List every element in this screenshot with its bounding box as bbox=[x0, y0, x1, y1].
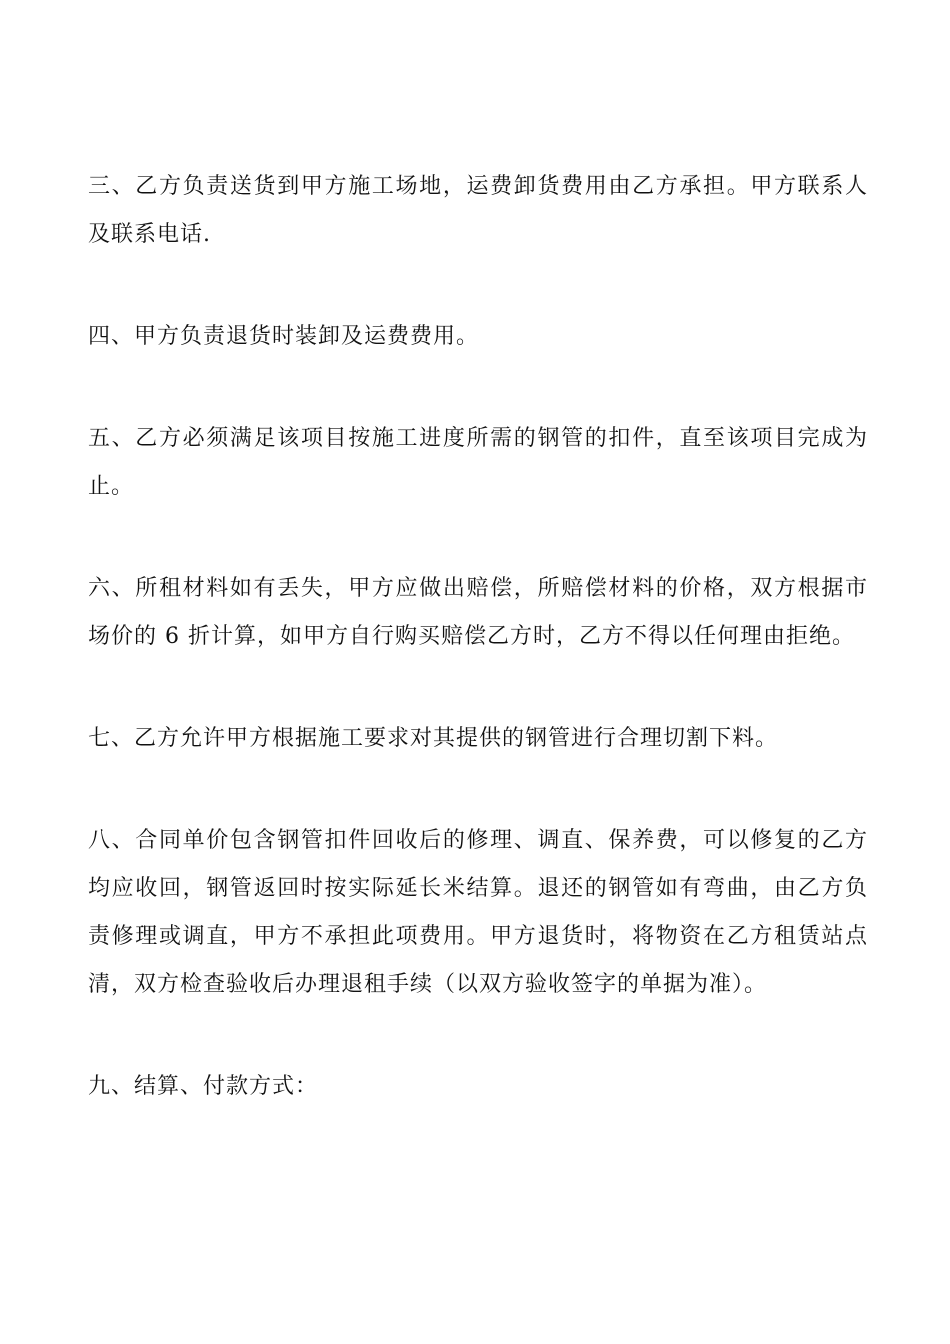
clause-9: 九、结算、付款方式： bbox=[88, 1074, 319, 1099]
clause-5: 五、乙方必须满足该项目按施工进度所需的钢管的扣件，直至该项目完成为止。 bbox=[88, 426, 868, 499]
clause-7: 七、乙方允许甲方根据施工要求对其提供的钢管进行合理切割下料。 bbox=[88, 726, 779, 751]
document-body bbox=[88, 163, 868, 1111]
clause-6: 六、所租材料如有丢失，甲方应做出赔偿，所赔偿材料的价格，双方根据市场价的 6 折计算，如甲方自行购买赔偿乙方时，乙方不得以任何理由拒绝。 bbox=[88, 576, 868, 649]
clause-8: 八、合同单价包含钢管扣件回收后的修理、调直、保养费，可以修复的乙方均应收回，钢管返回时按实际延长米结算。退还的钢管如有弯曲，由乙方负责修理或调直，甲方不承担此项费用。甲方退货时，将物资在乙方租赁站点清，双方检查验收后办理退租手续（以双方验收签字的单据为准）。 bbox=[88, 828, 868, 997]
clause-4: 四、甲方负责退货时装卸及运费费用。 bbox=[88, 324, 480, 349]
clause-3: 三、乙方负责送货到甲方施工场地，运费卸货费用由乙方承担。甲方联系人及联系电话. bbox=[88, 174, 868, 247]
